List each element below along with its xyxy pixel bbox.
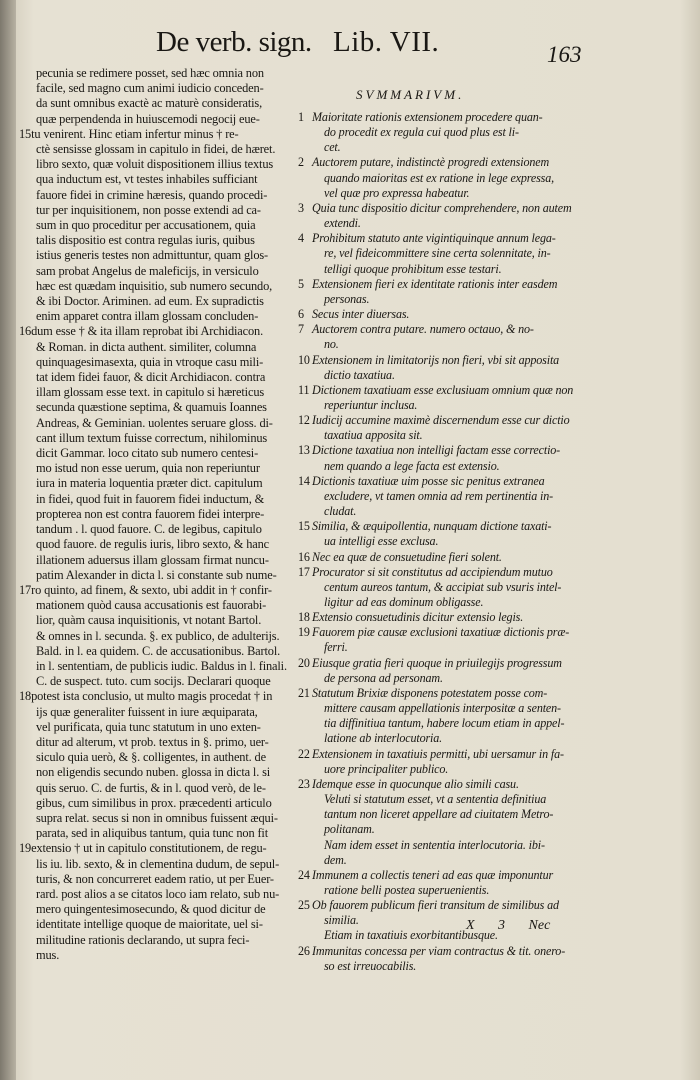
line-text: propterea non est contra fauorem fidei interpre- [36,506,265,521]
text-line [19,340,295,355]
summary-text: Extensionem fieri ex identitate rationis inter easdem [312,276,558,291]
summary-line [298,262,588,277]
text-line [19,172,295,187]
text-line [19,446,295,461]
line-text: facile, sed magno cum animi iudicio conceden- [36,81,264,96]
summary-line [298,231,588,246]
summary-text: Dictionis taxatiuæ uim posse sic penitus extranea [312,473,545,488]
text-line [19,96,295,111]
summary-entry [298,110,588,155]
summary-line [298,125,588,140]
line-text: illam glossam esse text. in capitulo si hæreticus [36,385,265,400]
summary-line [298,398,588,413]
summary-line [298,959,588,974]
text-line [19,841,295,856]
line-text: enim apparet contra illam glossam concluden- [36,309,259,324]
summary-line [298,610,588,625]
summary-text: similia. [324,913,359,928]
summary-number: 21 [298,685,310,700]
text-line [19,765,295,780]
summary-number: 5 [298,276,304,291]
summary-text: nem quando a lege facta est extensio. [324,458,500,473]
summary-text: ua intelligi esse exclusa. [324,534,439,549]
line-text: extensio † ut in capitulo constitutionem, de regu- [31,841,267,856]
line-text: quis seruo. C. de furtis, & in l. quod verò, de le- [36,780,266,795]
summary-line [298,110,588,125]
catchword-line: X 3 Nec [466,918,551,933]
line-text: in l. sententiam, de publicis iudic. Baldus in l. finali. [36,658,287,673]
summary-entry [298,307,588,322]
text-line [19,203,295,218]
line-text: libro sexto, quæ voluit dispositionem illius textus [36,157,274,172]
summary-text: cet. [324,140,341,155]
line-text: & omnes in l. secunda. §. ex publico, de adulterijs. [36,628,280,643]
summary-line [298,292,588,307]
summary-text: reperiuntur inclusa. [324,397,418,412]
line-text: supra relat. secus si non in omnibus fuissent æqui- [36,810,278,825]
line-text: vel purificata, quia tunc statutum in uno exten- [36,719,261,734]
summary-text: taxatiua apposita sit. [324,428,423,443]
summary-line [298,504,588,519]
summary-line [298,671,588,686]
line-text: ctè sensisse glossam in capitulo in fidei, de hæret. [36,142,276,157]
summary-entry [298,201,588,231]
summary-number: 3 [298,200,304,215]
summary-number: 13 [298,443,310,458]
summary-line [298,853,588,868]
summary-line [298,747,588,762]
summary-entry [298,610,588,625]
summary-number: 20 [298,655,310,670]
summary-number: 26 [298,943,310,958]
running-head-title: De verb. sign. [156,26,312,58]
text-line [19,583,295,598]
text-line [19,81,295,96]
summary-text: Immunitas concessa per viam contractus & tit. onero- [312,943,566,958]
summary-number: 6 [298,307,304,322]
summary-text: Extensionem in taxatiuis permitti, ubi uersamur in fa- [312,746,564,761]
summary-line [298,686,588,701]
text-line [19,735,295,750]
summary-line [298,777,588,792]
text-line [19,476,295,491]
text-line [19,416,295,431]
text-line [19,674,295,689]
text-line [19,826,295,841]
summary-line [298,792,588,807]
line-text: turis, & non concurreret eadem ratio, ut per Euer- [36,871,274,886]
text-line [19,188,295,203]
text-line [19,279,295,294]
line-text: sum in quo proceditur per accusationem, quia [36,218,256,233]
text-line [19,750,295,765]
line-text: identitate intellige quoque de maioritate, uel si- [36,917,263,932]
line-text: quæ perpendenda in huiuscemodi negocij eue- [36,111,260,126]
text-line [19,553,295,568]
summary-text: cludat. [324,504,357,519]
summary-text: latione ab interlocutoria. [324,731,443,746]
line-text: illationem aduersus illam glossam firmat nuncu- [36,552,269,567]
summary-text: re, vel fideicommittere sine certa solennitate, in- [324,246,551,261]
line-text: siculo quia uerò, & §. colligentes, in authent. de [36,750,266,765]
summary-line [298,474,588,489]
summary-entry [298,944,588,974]
line-text: tat idem fidei fauor, & dicit Archidiacon. contra [36,370,266,385]
text-line [19,598,295,613]
summary-text: Immunem a collectis teneri ad eas quæ imponuntur [312,867,554,882]
line-text: ijs quæ generaliter fuissent in iure æquiparata, [36,704,258,719]
summary-text: uore principaliter publico. [324,761,449,776]
text-line [19,142,295,157]
text-line [19,233,295,248]
text-line [19,492,295,507]
page-number: 163 [547,42,582,67]
summary-line [298,307,588,322]
line-text: lior, quàm causa inquisitionis, vt notant Bartol. [36,613,262,628]
summary-line [298,898,588,913]
margin-number: 17 [19,582,32,597]
summary-text: Dictionem taxatiuam esse exclusiuam omnium quæ non [312,382,574,397]
line-text: istius generis testes non admittuntur, quam glos- [36,248,269,263]
summary-number: 16 [298,549,310,564]
summary-text: de persona ad personam. [324,670,443,685]
summary-entry [298,625,588,655]
binding-gutter [0,0,16,1080]
summary-line [298,277,588,292]
summary-number: 7 [298,322,304,337]
summary-number: 15 [298,519,310,534]
line-text: da sunt omnibus exactè ac maturè consideratis, [36,96,263,111]
summary-entry [298,686,588,747]
summarium-heading: SVMMARIVM. [356,87,465,102]
line-text: & ibi Doctor. Ariminen. ad eum. Ex supradictis [36,294,264,309]
line-text: fauore fidei in crimine hæresis, quando procedi- [36,187,268,202]
text-line [19,781,295,796]
line-text: sam probat Angelus de maleficijs, in versiculo [36,263,259,278]
line-text: dum esse † & ita illam reprobat ibi Archidiacon. [31,324,264,339]
text-line [19,705,295,720]
line-text: parata, sed in aliquibus tantum, quia tunc non fit [36,826,269,841]
summary-line [298,383,588,398]
line-text: hæc est quædam inquisitio, sub numero secundo, [36,278,273,293]
text-line [19,689,295,704]
text-line [19,461,295,476]
text-line [19,431,295,446]
summary-line [298,868,588,883]
text-line [19,568,295,583]
line-text: talis dispositio est contra regulas iuris, quibus [36,233,255,248]
summary-line [298,322,588,337]
text-line [19,157,295,172]
summary-line [298,216,588,231]
summarium-list [298,110,588,974]
text-line [19,264,295,279]
summary-line [298,838,588,853]
line-text: iura in materia loquentia præter dict. capitulum [36,476,263,491]
summary-line [298,550,588,565]
margin-number: 19 [19,841,32,856]
summary-line [298,944,588,959]
text-line [19,537,295,552]
summary-text: Extensio consuetudinis dicitur extensio legis. [312,610,524,625]
summary-entry [298,519,588,549]
summary-text: ferri. [324,640,348,655]
text-line [19,857,295,872]
summary-text: dictio taxatiua. [324,367,395,382]
summary-text: Statutum Brixiæ disponens potestatem posse com- [312,685,548,700]
text-line [19,720,295,735]
summary-text: Nam idem esset in sententia interlocutoria. ibi- [324,837,545,852]
summary-line [298,428,588,443]
summary-text: Etiam in taxatiuis exorbitantibusque. [324,928,498,943]
text-line [19,948,295,963]
summary-line [298,171,588,186]
summary-text: politanam. [324,822,375,837]
text-line [19,522,295,537]
line-text: mero quingentesimosecundo, & quod dicitur de [36,902,266,917]
summary-line [298,731,588,746]
text-line [19,796,295,811]
text-line [19,66,295,81]
line-text: potest ista conclusio, ut multo magis procedat † in [31,689,273,704]
line-text: quinquagesimasexta, quia in vtroque casu mili- [36,354,264,369]
text-line [19,902,295,917]
text-line [19,385,295,400]
summary-line [298,443,588,458]
summary-line [298,413,588,428]
summary-line [298,640,588,655]
summary-entry [298,277,588,307]
text-line [19,613,295,628]
text-line [19,629,295,644]
summary-text: Auctorem contra putare. numero octauo, & no- [312,322,534,337]
summary-text: Secus inter diuersas. [312,307,410,322]
summary-text: tia diffinitiua tantum, habere locum etiam in appel- [324,716,565,731]
summary-entry [298,383,588,413]
summary-text: ratione belli postea superuenientis. [324,882,490,897]
line-text: tandum . l. quod fauore. C. de legibus, capitulo [36,522,262,537]
line-text: tur per inquisitionem, non posse extendi ad ca- [36,202,261,217]
summary-entry [298,565,588,610]
summary-entry [298,443,588,473]
summary-number: 2 [298,155,304,170]
text-line [19,370,295,385]
summary-line [298,580,588,595]
text-line [19,887,295,902]
summary-text: so est irreuocabilis. [324,958,417,973]
summary-text: personas. [324,291,370,306]
summary-text: telligi quoque prohibitum esse testari. [324,261,502,276]
summary-text: Ob fauorem publicum fieri transitum de similibus ad [312,898,559,913]
summary-number: 14 [298,473,310,488]
summary-text: ligitur ad eas dominum obligasse. [324,595,484,609]
text-line [19,507,295,522]
summary-entry [298,747,588,777]
summary-text: dem. [324,852,347,867]
summary-line [298,565,588,580]
line-text: militudine rationis declarando, ut supra feci- [36,932,250,947]
summary-line [298,762,588,777]
summary-line [298,701,588,716]
line-text: mationem quòd causa accusationis est fauorabi- [36,598,267,613]
line-text: secunda quæstione septima, & quamuis Ioannes [36,400,267,415]
line-text: lis iu. lib. sexto, & in clementina dudum, de sepul- [36,856,280,871]
summary-line [298,656,588,671]
summary-entry [298,155,588,200]
summary-text: quando maioritas est ex ratione in lege expressa, [324,170,555,185]
line-text: gibus, cum similibus in prox. præcedenti articulo [36,795,272,810]
summary-entry [298,777,588,868]
summary-text: vel quæ pro expressa habeatur. [324,185,470,200]
summary-line [298,246,588,261]
summary-text: Quia tunc dispositio dicitur comprehendere, non autem [312,200,572,215]
line-text: mus. [36,947,60,962]
summary-number: 11 [298,382,310,397]
line-text: dicit Gammar. loco citato sub numero centesi- [36,446,259,461]
summary-text: Veluti si statutum esset, vt a sententia definitiua [324,792,547,807]
text-line [19,659,295,674]
summary-line [298,716,588,731]
margin-number: 15 [19,126,32,141]
text-line [19,811,295,826]
line-text: quod fauore. de regulis iuris, libro sexto, & hanc [36,537,270,552]
summary-line [298,201,588,216]
summary-text: Nec ea quæ de consuetudine fieri solent. [312,549,502,564]
summary-line [298,337,588,352]
summary-text: tantum non liceret appellare ad ciuitatem Metro- [324,807,554,822]
text-line [19,917,295,932]
summary-number: 19 [298,625,310,640]
summary-line [298,353,588,368]
summary-line [298,625,588,640]
line-text: ditur ad alterum, vt prob. textus in §. primo, uer- [36,734,269,749]
text-line [19,112,295,127]
line-text: ro quinto, ad finem, & sexto, ubi addit in † confir- [31,582,272,597]
summary-number: 25 [298,898,310,913]
line-text: patim Alexander in dicta l. si constante sub nume- [36,567,277,582]
summary-entry [298,474,588,519]
summary-line [298,186,588,201]
main-text-column [19,66,295,963]
text-line [19,218,295,233]
text-line [19,294,295,309]
summary-number: 4 [298,231,304,246]
text-line [19,644,295,659]
summary-text: Eiusque gratia fieri quoque in priuilegijs progressum [312,655,562,670]
summary-line [298,519,588,534]
summary-line [298,822,588,837]
summary-line [298,807,588,822]
summary-number: 12 [298,413,310,428]
summary-number: 1 [298,110,304,124]
summary-line [298,489,588,504]
line-text: rard. post alios a se citatos loco iam relato, sub nu- [36,886,280,901]
line-text: Andreas, & Geminian. uolentes seruare gloss. di- [36,415,273,430]
summary-text: Idemque esse in quocunque alio simili casu. [312,776,519,791]
summary-number: 23 [298,776,310,791]
summary-line [298,534,588,549]
summary-text: Procurator si sit constitutus ad accipiendum mutuo [312,564,553,579]
summary-text: Auctorem putare, indistinctè progredi extensionem [312,155,550,170]
line-text: qua inductum est, vt testes inhabiles sufficiant [36,172,258,187]
summary-entry [298,353,588,383]
line-text: tu venirent. Hinc etiam infertur minus † re- [31,126,239,141]
summary-entry [298,322,588,352]
text-line [19,324,295,339]
line-text: Bald. in l. ea quidem. C. de accusationibus. Bartol. [36,643,281,658]
text-line [19,355,295,370]
summary-text: do procedit ex regula cui quod plus est li- [324,125,519,140]
summary-text: Iudicij accumine maximè discernendum esse cur dictio [312,413,570,428]
line-text: pecunia se redimere posset, sed hæc omnia non [36,66,264,80]
text-line [19,309,295,324]
summary-number: 18 [298,610,310,625]
summary-text: Extensionem in limitatorijs non fieri, vbi sit apposita [312,352,560,367]
summary-entry [298,550,588,565]
line-text: in fidei, quod fuit in fauorem fidei inductum, & [36,491,265,506]
summary-text: Fauorem piæ causæ exclusioni taxatiuæ dictionis præ- [312,625,570,640]
summary-entry [298,868,588,898]
line-text: cant illum textum fuisse correctum, nihilominus [36,430,268,445]
margin-number: 18 [19,689,32,704]
summary-line [298,883,588,898]
summary-number: 17 [298,564,310,579]
running-head-book: Lib. VII. [333,26,440,58]
summary-entry [298,656,588,686]
summary-text: Prohibitum statuto ante vigintiquinque annum lega- [312,231,556,246]
summary-number: 22 [298,746,310,761]
summary-line [298,459,588,474]
text-line [19,248,295,263]
margin-number: 16 [19,324,32,339]
summary-line [298,595,588,610]
text-line [19,872,295,887]
line-text: C. de suspect. tuto. cum socijs. Declarari quoque [36,674,271,689]
line-text: mo istud non esse uerum, quia non reperiuntur [36,461,260,476]
text-line [19,127,295,142]
line-text: & Roman. in dicta authent. similiter, columna [36,339,257,354]
summary-text: Dictione taxatiua non intelligi factam esse correctio- [312,443,561,458]
summary-text: Similia, & æquipollentia, nunquam dictione taxati- [312,519,552,534]
summary-line [298,368,588,383]
summary-text: no. [324,337,339,352]
summary-text: extendi. [324,216,361,231]
summary-entry [298,231,588,276]
summary-text: Maioritate rationis extensionem procedere quan- [312,110,543,124]
summary-line [298,155,588,170]
summary-line [298,140,588,155]
text-line [19,400,295,415]
summary-number: 10 [298,352,310,367]
summary-text: excludere, vt tamen omnia ad rem pertinentia in- [324,488,554,503]
line-text: non eligendis secundo nuben. glossa in dicta l. si [36,765,271,780]
text-line [19,933,295,948]
summary-text: centum aureos tantum, & accipiat sub vsuris intel- [324,579,562,594]
summary-text: mittere causam appellationis interpositæ a senten- [324,701,561,716]
summary-entry [298,413,588,443]
summary-number: 24 [298,867,310,882]
